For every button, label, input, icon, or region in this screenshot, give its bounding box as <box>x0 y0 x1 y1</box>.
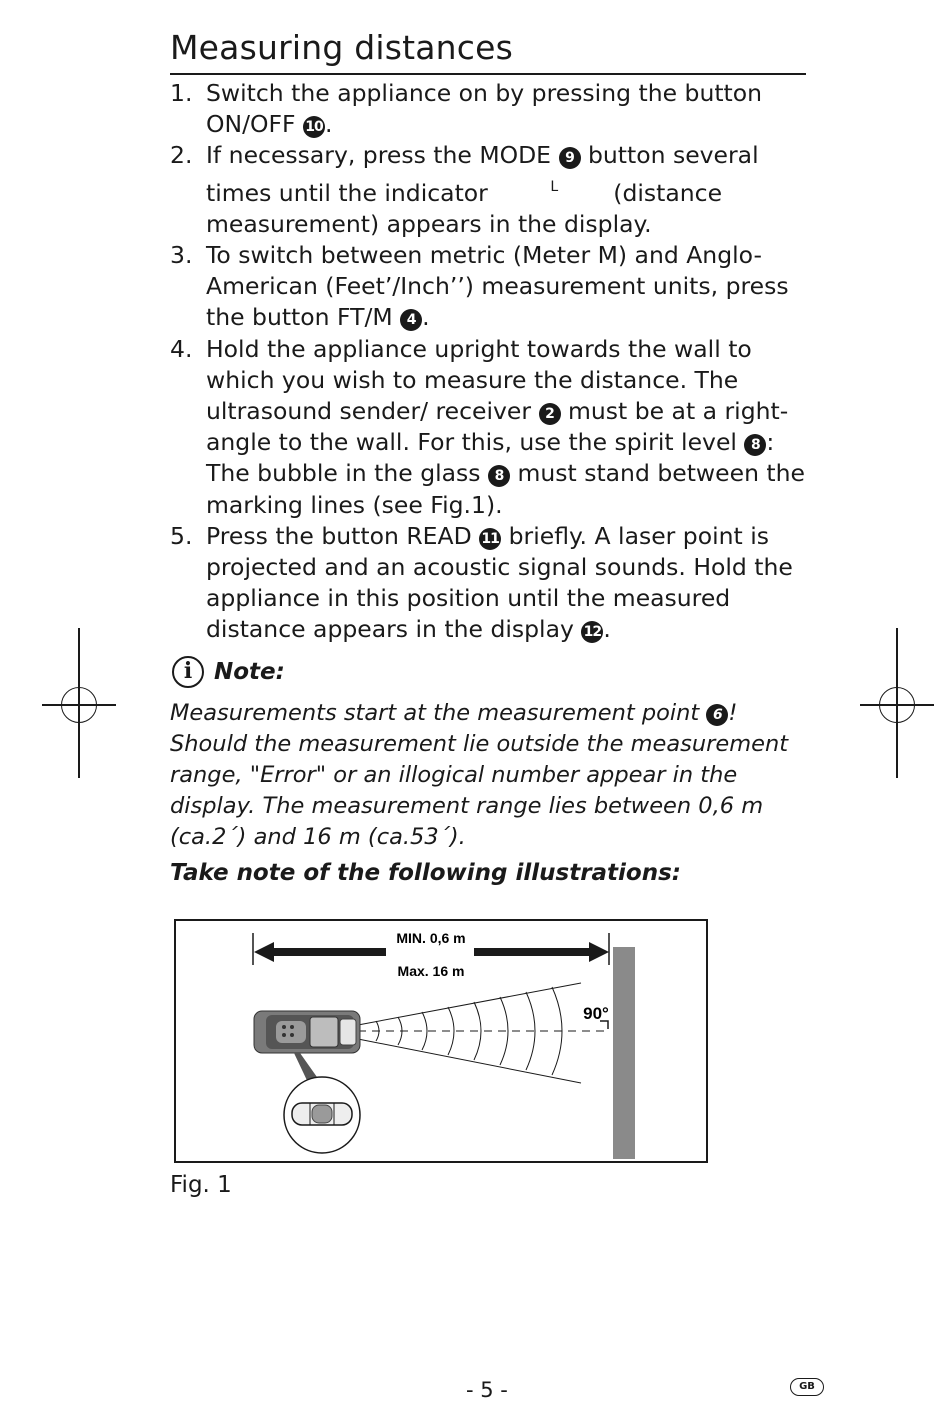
arrow-left-shaft <box>268 948 386 956</box>
page-number: - 5 - <box>466 1378 508 1402</box>
figure-1 <box>174 919 708 1163</box>
arrow-right-shaft <box>474 948 596 956</box>
ref-badge: 2 <box>539 403 561 425</box>
distance-illustration <box>176 921 706 1161</box>
figure-caption: Fig. 1 <box>170 1172 232 1198</box>
distance-indicator-symbol: L <box>550 178 559 195</box>
arrow-left-head <box>254 942 274 962</box>
crop-mark-left-circle <box>61 687 97 723</box>
ref-badge: 12 <box>581 621 603 643</box>
instruction-steps <box>170 78 810 646</box>
ref-badge: 9 <box>559 147 581 169</box>
crop-mark-right-circle <box>879 687 915 723</box>
note-text: Measurements start at the measurement point 6 ! Should the measurement lie outside the measurement range, "Error" or an illogical number appear in the display. The measurement range lies between 0,6 m (ca.2´) and 16 m (ca.53´). <box>170 700 789 850</box>
note-heading: i Note: <box>172 656 285 688</box>
country-badge: GB <box>790 1378 824 1396</box>
title-rule <box>170 73 806 75</box>
beam-edge-top <box>358 983 581 1025</box>
angle-label: 90° <box>583 1004 609 1023</box>
illustrations-heading: Take note of the following illustrations: <box>170 860 681 886</box>
step-5: 5. Press the button READ 11 briefly. A laser point is projected and an acoustic signal sounds. Hold the appliance in this position until the measured distance appears in the display 12. <box>170 521 793 644</box>
step-2: 2. If necessary, press the MODE 9 button several times until the indicator L (distance measurement) appears in the display. <box>170 141 759 238</box>
ref-badge: 4 <box>400 309 422 331</box>
wall <box>613 947 635 1159</box>
min-label: MIN. 0,6 m <box>396 930 466 946</box>
page-title: Measuring distances <box>170 28 514 67</box>
step-3: 3. To switch between metric (Meter M) and Anglo-American (Feet’/Inch’’) measurement units, press the button FT/M 4 . <box>170 241 789 332</box>
ref-badge: 11 <box>479 528 501 550</box>
bubble <box>312 1105 332 1123</box>
info-icon: i <box>172 656 204 688</box>
ref-badge: 8 <box>488 465 510 487</box>
measuring-device <box>254 1011 360 1053</box>
beam-edge-bottom <box>358 1039 581 1083</box>
max-label: Max. 16 m <box>397 963 465 979</box>
step-1: 1. Switch the appliance on by pressing the button ON/OFF 10. <box>170 79 763 139</box>
ref-badge: 6 <box>706 704 728 726</box>
step-4: 4. Hold the appliance upright towards the wall to which you wish to measure the distance. The ultrasound sender/ receiver 2 must be at a right-angle to the wall. For this, use the spirit level 8 : The bubble in the glass 8 must stand between the marking lines (see Fig.1). <box>170 334 805 519</box>
arrow-right-head <box>589 942 609 962</box>
ref-badge: 8 <box>744 434 766 456</box>
ref-badge: 10 <box>303 116 325 138</box>
